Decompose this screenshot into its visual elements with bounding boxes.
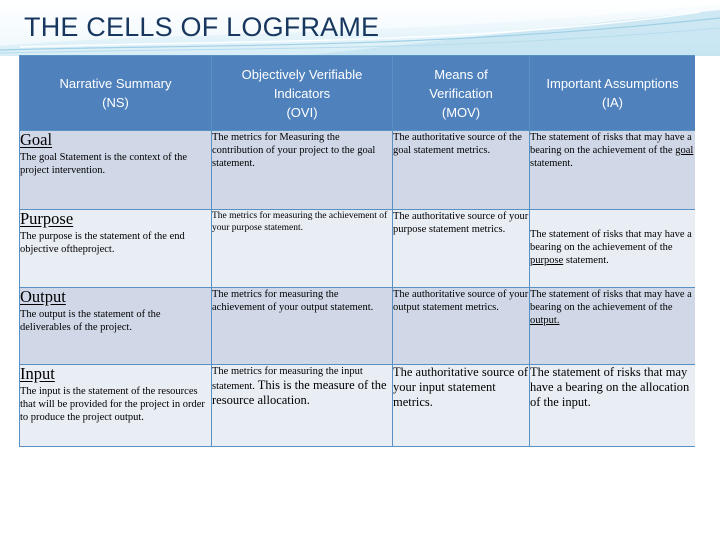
purpose-ia-tail: statement. — [563, 255, 609, 266]
header-ovi-line3: (OVI) — [286, 104, 318, 120]
row-title-input: Input — [20, 364, 55, 383]
output-ovi-cell: The metrics for measuring the achievement of your output statement. — [212, 288, 392, 364]
header-mov-line3: (MOV) — [441, 104, 481, 120]
input-mov-cell: The authoritative source of your input statement metrics. — [393, 365, 529, 446]
goal-ia-cell — [530, 131, 695, 209]
purpose-ns-text: The purpose is the statement of the end objective oftheproject. — [20, 231, 185, 255]
table-row-output — [20, 288, 695, 364]
goal-ns-cell — [20, 131, 211, 209]
header-narrative-summary — [20, 56, 211, 130]
purpose-ovi-cell: The metrics for measuring the achievement of your purpose statement. — [212, 210, 392, 287]
input-ovi-cell — [212, 365, 392, 446]
row-title-purpose: Purpose — [20, 209, 74, 228]
slide-title: THE CELLS OF LOGFRAME — [24, 12, 380, 42]
table-row-goal — [20, 131, 695, 209]
header-ia-line1: Important Assumptions — [546, 76, 679, 91]
header-row — [20, 56, 695, 130]
output-ia-cell — [530, 288, 695, 364]
input-ovi-text: The metrics for measuring the input statement. — [212, 366, 363, 392]
input-ns-cell — [20, 365, 211, 446]
table-row-purpose — [20, 210, 695, 287]
header-important-assumptions — [530, 56, 695, 130]
goal-ovi-cell: The metrics for Measuring the contribution of your project to the goal statement. — [212, 131, 392, 209]
header-mov-line2: Verification — [429, 85, 493, 101]
goal-mov-cell: The authoritative source of the goal statement metrics. — [393, 131, 529, 209]
input-ovi-text-large: This is the measure of the resource allocation. — [212, 378, 387, 407]
header-mov — [393, 56, 529, 130]
header-ovi-line2: Indicators — [273, 85, 331, 101]
logframe-table-container — [19, 55, 695, 447]
purpose-ia-text: The statement of risks that may have a bearing on the achievement of the — [530, 229, 692, 253]
header-mov-line1: Means of — [434, 66, 488, 82]
logframe-table — [19, 55, 696, 447]
output-ia-text: The statement of risks that may have a bearing on the achievement of the — [530, 289, 692, 313]
input-ia-cell: The statement of risks that may have a bearing on the allocation of the input. — [530, 365, 695, 446]
header-ia-line2: (IA) — [602, 95, 623, 110]
purpose-ns-cell — [20, 210, 211, 287]
table-row-input — [20, 365, 695, 446]
row-title-output: Output — [20, 287, 66, 306]
output-ia-keyword: output. — [530, 315, 560, 326]
purpose-mov-cell: The authoritative source of your purpose statement metrics. — [393, 210, 529, 287]
purpose-ia-keyword: purpose — [530, 255, 564, 266]
goal-ia-tail: statement. — [530, 158, 573, 169]
header-ns-line2: (NS) — [102, 95, 129, 110]
input-ns-text: The input is the statement of the resources that will be provided for the project in order to produce the project output. — [20, 386, 205, 423]
header-ovi — [212, 56, 392, 130]
header-ovi-line1: Objectively Verifiable — [241, 66, 363, 82]
goal-ia-keyword: goal — [675, 145, 694, 156]
output-mov-cell: The authoritative source of your output statement metrics. — [393, 288, 529, 364]
title-banner — [0, 0, 720, 56]
goal-ia-text: The statement of risks that may have a bearing on the achievement of the — [530, 132, 692, 156]
goal-ns-text: The goal Statement is the context of the project intervention. — [20, 152, 188, 176]
row-title-goal: Goal — [20, 130, 53, 149]
purpose-ia-cell — [530, 210, 695, 287]
output-ns-text: The output is the statement of the deliverables of the project. — [20, 309, 161, 333]
header-ns-line1: Narrative Summary — [59, 76, 172, 91]
output-ns-cell — [20, 288, 211, 364]
